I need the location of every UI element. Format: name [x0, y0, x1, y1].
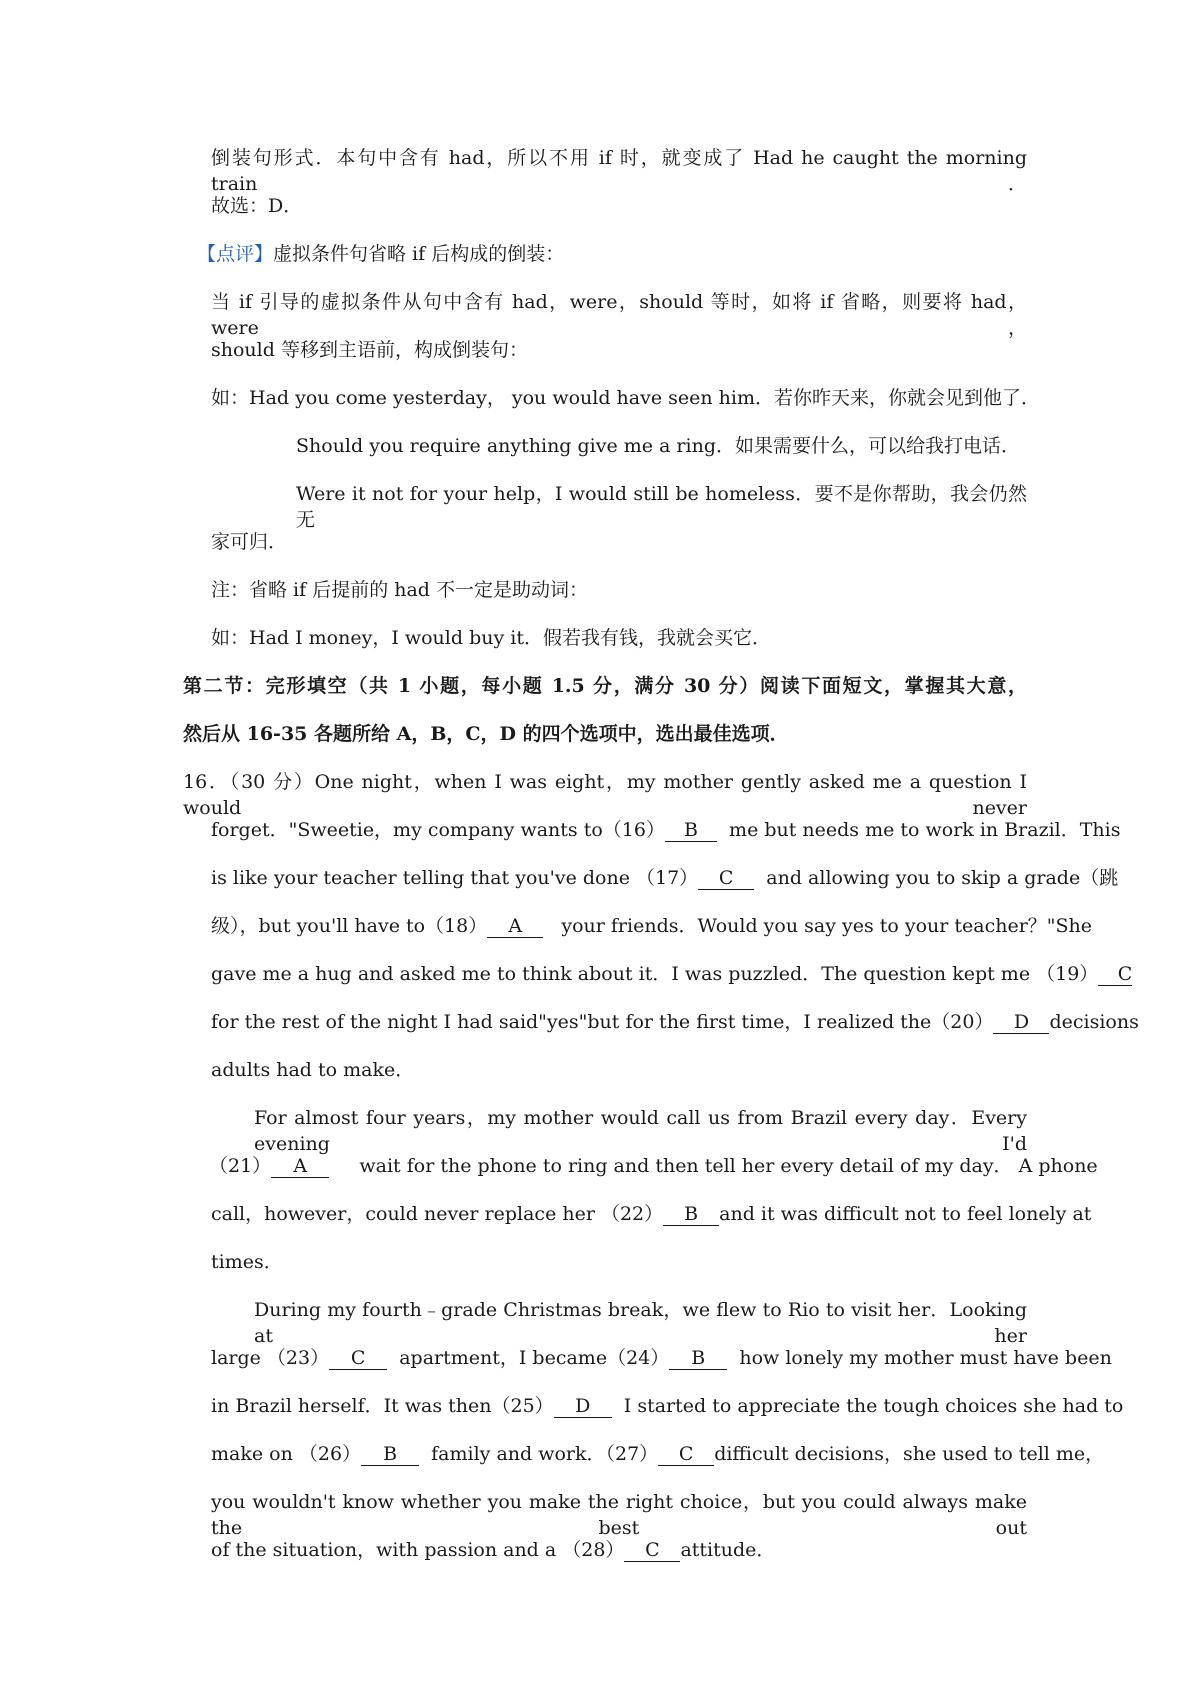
example-4: 如：Had I money，I would buy it．假若我有钱，我就会买它．: [211, 627, 771, 649]
answer-blank-19: C: [1098, 963, 1132, 986]
text: for the rest of the night I had said"yes"but for the first time，I realized the（20）: [211, 1011, 994, 1033]
passage-line: [211, 1009, 1139, 1035]
passage-line: [211, 1537, 775, 1563]
passage-line: [211, 1201, 1091, 1227]
text: wait for the phone to ring and then tell her every detail of my day． A phone: [359, 1155, 1098, 1177]
passage-line: [211, 1345, 1112, 1371]
example-2: Should you require anything give me a ring．如果需要什么，可以给我打电话．: [296, 435, 1020, 457]
text: large （23）: [211, 1347, 330, 1369]
answer-blank-17: C: [698, 867, 754, 890]
answer-blank-27: C: [658, 1443, 714, 1466]
rule-line-2: should 等移到主语前，构成倒装句：: [211, 339, 528, 361]
answer-line: 故选：D．: [211, 195, 303, 217]
text: me but needs me to work in Brazil．This: [729, 819, 1121, 841]
passage-line: 16．（30 分）One night，when I was eight，my mother gently asked me a question I would never: [183, 771, 1027, 819]
comment-line: [197, 241, 564, 267]
passage-line: [211, 1441, 1104, 1467]
passage-line: [211, 865, 1118, 891]
passage-line: [211, 913, 1092, 939]
text: decisions: [1049, 1011, 1139, 1033]
text: make on （26）: [211, 1443, 362, 1465]
text: （21）: [209, 1155, 272, 1177]
text: and allowing you to skip a grade（跳: [766, 867, 1119, 889]
passage-line: adults had to make．: [211, 1059, 415, 1081]
passage-line: During my fourth﹣grade Christmas break，we flew to Rio to visit her．Looking at her: [254, 1299, 1027, 1347]
text: of the situation，with passion and a （28）: [211, 1539, 625, 1561]
text: family and work．（27）: [431, 1443, 659, 1465]
rule-line-1: 当 if 引导的虚拟条件从句中含有 had，were，should 等时，如将 if 省略，则要将 had，were，: [211, 291, 1027, 339]
answer-blank-16: B: [665, 819, 717, 842]
comment-text: 虚拟条件句省略 if 后构成的倒装：: [273, 243, 565, 265]
text: forget．"Sweetie，my company wants to（16）: [211, 819, 665, 841]
text: your friends．Would you say yes to your teacher？"She: [561, 915, 1093, 937]
section-heading-line-2: 然后从 16-35 各题所给 A，B，C，D 的四个选项中，选出最佳选项．: [183, 723, 789, 745]
passage-line: For almost four years，my mother would call us from Brazil every day．Every evening I'd: [254, 1107, 1027, 1155]
answer-blank-18: A: [487, 915, 543, 938]
answer-blank-26: B: [361, 1443, 419, 1466]
text: in Brazil herself．It was then（25）: [211, 1395, 554, 1417]
passage-line: [211, 1393, 1123, 1419]
example-3b: 家可归．: [211, 531, 288, 553]
text: 级），but you'll have to（18）: [211, 915, 488, 937]
comment-tag: 【点评】: [197, 243, 274, 265]
text: attitude．: [680, 1539, 776, 1561]
text: difficult decisions，she used to tell me，: [714, 1443, 1105, 1465]
explanation-line: 倒装句形式．本句中含有 had，所以不用 if 时，就变成了 Had he caught the morning train．: [211, 147, 1027, 195]
text: is like your teacher telling that you've done （17）: [211, 867, 699, 889]
example-1: 如：Had you come yesterday， you would have seen him．若你昨天来，你就会见到他了．: [211, 387, 1040, 409]
passage-line: you wouldn't know whether you make the right choice，but you could always make the best out: [211, 1491, 1027, 1539]
text: gave me a hug and asked me to think about it．I was puzzled．The question kept me （19）: [211, 963, 1099, 985]
text: apartment，I became（24）: [399, 1347, 670, 1369]
note-line: 注：省略 if 后提前的 had 不一定是助动词：: [211, 579, 588, 601]
passage-line: [211, 817, 1120, 843]
answer-blank-24: B: [669, 1347, 727, 1370]
text: and it was difficult not to feel lonely at: [719, 1203, 1092, 1225]
passage-line: [211, 961, 1132, 987]
answer-blank-22: B: [663, 1203, 719, 1226]
answer-blank-23: C: [329, 1347, 387, 1370]
passage-line: [209, 1153, 1098, 1179]
text: I started to appreciate the tough choices she had to: [623, 1395, 1124, 1417]
text: how lonely my mother must have been: [739, 1347, 1112, 1369]
answer-blank-20: D: [993, 1011, 1049, 1034]
section-heading-line-1: 第二节：完形填空（共 1 小题，每小题 1.5 分，满分 30 分）阅读下面短文，掌握其大意，: [183, 675, 1027, 697]
answer-blank-25: D: [554, 1395, 612, 1418]
example-3a: Were it not for your help，I would still be homeless．要不是你帮助，我会仍然无: [296, 483, 1027, 531]
passage-line: times．: [211, 1251, 283, 1273]
text: call，however，could never replace her （22）: [211, 1203, 664, 1225]
answer-blank-21: A: [271, 1155, 329, 1178]
answer-blank-28: C: [624, 1539, 680, 1562]
